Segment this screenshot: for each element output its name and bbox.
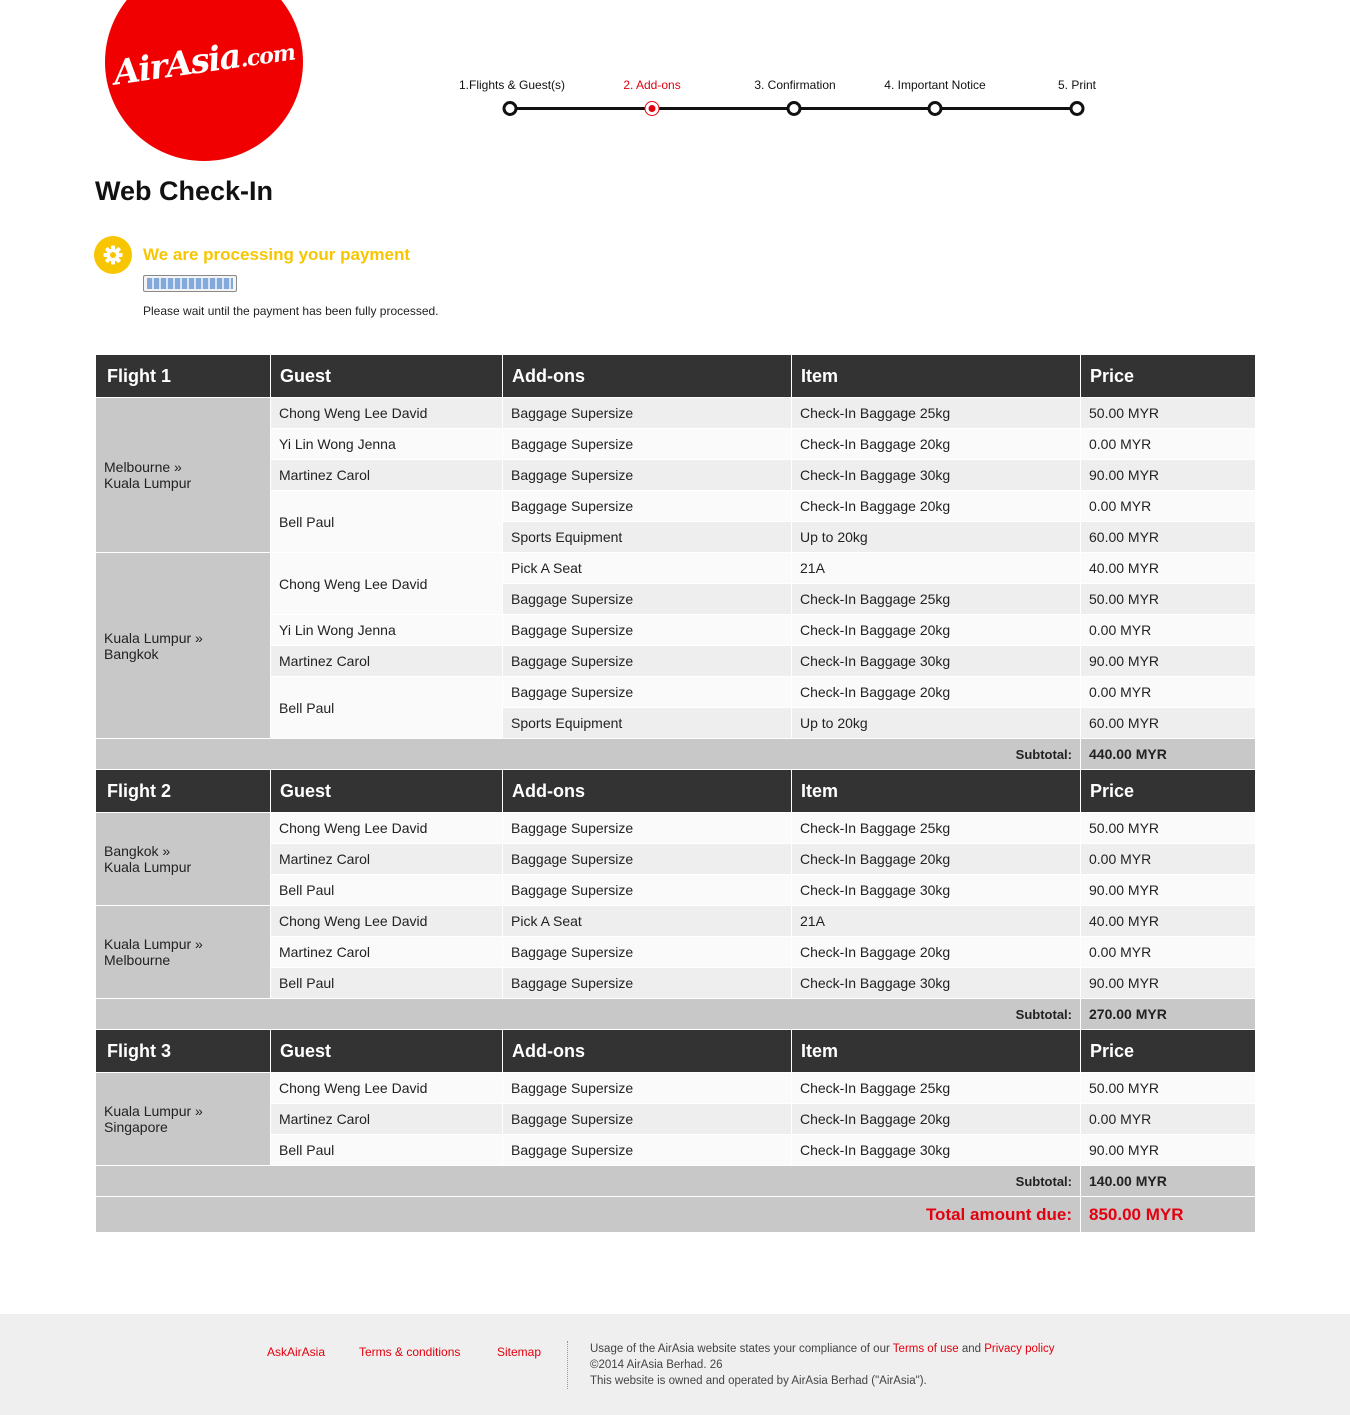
addon-item: Check-In Baggage 20kg: [792, 1104, 1081, 1135]
addon-price: 60.00 MYR: [1081, 522, 1256, 553]
route-destination: Singapore: [104, 1119, 168, 1135]
addon-type: Pick A Seat: [503, 906, 792, 937]
addon-price: 0.00 MYR: [1081, 844, 1256, 875]
addon-item: Check-In Baggage 30kg: [792, 460, 1081, 491]
table-row: [96, 398, 1256, 429]
addon-type: Baggage Supersize: [503, 875, 792, 906]
addon-type: Baggage Supersize: [503, 968, 792, 999]
guest-name: Yi Lin Wong Jenna: [271, 615, 503, 646]
column-header-price: Price: [1081, 1030, 1256, 1073]
flight-title: Flight 3: [96, 1030, 271, 1073]
step-dot-print: [1070, 101, 1085, 116]
guest-name: Yi Lin Wong Jenna: [271, 429, 503, 460]
column-header-addons: Add-ons: [503, 1030, 792, 1073]
addon-price: 0.00 MYR: [1081, 615, 1256, 646]
legal-and: and: [961, 1343, 982, 1355]
addon-item: Check-In Baggage 30kg: [792, 968, 1081, 999]
terms-of-use-link[interactable]: Terms of use: [892, 1343, 959, 1355]
route-destination: Bangkok: [104, 645, 159, 662]
addon-item: Check-In Baggage 20kg: [792, 844, 1081, 875]
guest-name: Bell Paul: [271, 968, 503, 999]
addon-price: 90.00 MYR: [1081, 646, 1256, 677]
subtotal-value: 140.00 MYR: [1081, 1166, 1256, 1197]
addon-item: Up to 20kg: [792, 708, 1081, 739]
flight-header-row: [96, 355, 1256, 398]
total-row: [96, 1197, 1256, 1233]
loading-bar-fill: [147, 278, 233, 289]
addon-item: Check-In Baggage 30kg: [792, 1135, 1081, 1166]
flight-title: Flight 2: [96, 770, 271, 813]
addon-price: 40.00 MYR: [1081, 906, 1256, 937]
column-header-guest: Guest: [271, 355, 503, 398]
addon-price: 50.00 MYR: [1081, 813, 1256, 844]
addon-item: Check-In Baggage 25kg: [792, 584, 1081, 615]
privacy-policy-link[interactable]: Privacy policy: [984, 1343, 1055, 1355]
addon-price: 60.00 MYR: [1081, 708, 1256, 739]
guest-name: Chong Weng Lee David: [271, 813, 503, 844]
gear-icon: [94, 236, 132, 274]
route-destination: Kuala Lumpur: [104, 859, 192, 875]
addon-price: 0.00 MYR: [1081, 491, 1256, 522]
guest-name: Martinez Carol: [271, 460, 503, 491]
addon-type: Baggage Supersize: [503, 1104, 792, 1135]
guest-name: Martinez Carol: [271, 937, 503, 968]
addon-type: Baggage Supersize: [503, 584, 792, 615]
guest-name: Martinez Carol: [271, 646, 503, 677]
table-row: [96, 906, 1256, 937]
route-origin: Kuala Lumpur »: [104, 936, 203, 952]
subtotal-value: 270.00 MYR: [1081, 999, 1256, 1030]
step-dot-addons: [646, 102, 659, 115]
subtotal-row: [96, 1166, 1256, 1197]
copyright: ©2014 AirAsia Berhad. 26: [590, 1359, 723, 1371]
addon-item: Check-In Baggage 20kg: [792, 615, 1081, 646]
step-label-confirmation: 3. Confirmation: [754, 78, 836, 92]
addon-type: Baggage Supersize: [503, 646, 792, 677]
column-header-addons: Add-ons: [503, 770, 792, 813]
flight-title: Flight 1: [96, 355, 271, 398]
route-origin: Kuala Lumpur »: [104, 629, 203, 646]
addons-summary-table: [95, 354, 1256, 1233]
table-row: [96, 553, 1256, 584]
column-header-addons: Add-ons: [503, 355, 792, 398]
processing-title: We are processing your payment: [143, 245, 411, 264]
guest-name: Martinez Carol: [271, 1104, 503, 1135]
subtotal-label: Subtotal:: [96, 739, 1081, 770]
guest-name: Bell Paul: [271, 677, 503, 739]
column-header-item: Item: [792, 770, 1081, 813]
column-header-item: Item: [792, 355, 1081, 398]
route-destination: Kuala Lumpur: [104, 475, 192, 491]
addon-type: Baggage Supersize: [503, 1135, 792, 1166]
addon-item: Check-In Baggage 30kg: [792, 875, 1081, 906]
ownership-note: This website is owned and operated by AirAsia Berhad ("AirAsia").: [590, 1375, 927, 1387]
footer-divider: [567, 1341, 568, 1389]
addon-price: 90.00 MYR: [1081, 875, 1256, 906]
addon-type: Baggage Supersize: [503, 615, 792, 646]
addon-type: Baggage Supersize: [503, 491, 792, 522]
addon-type: Baggage Supersize: [503, 813, 792, 844]
legal-prefix: Usage of the AirAsia website states your compliance of our: [590, 1343, 890, 1355]
addon-type: Baggage Supersize: [503, 677, 792, 708]
guest-name: Bell Paul: [271, 875, 503, 906]
addon-price: 90.00 MYR: [1081, 460, 1256, 491]
addon-price: 0.00 MYR: [1081, 937, 1256, 968]
addon-type: Sports Equipment: [503, 522, 792, 553]
total-label: Total amount due:: [96, 1197, 1081, 1233]
addon-item: Check-In Baggage 25kg: [792, 398, 1081, 429]
addon-item: Check-In Baggage 20kg: [792, 491, 1081, 522]
step-label-flights: 1.Flights & Guest(s): [458, 78, 566, 92]
addon-type: Baggage Supersize: [503, 460, 792, 491]
flight-header-row: [96, 1030, 1256, 1073]
route-cell: [96, 1073, 271, 1166]
airasia-logo[interactable]: [105, 0, 303, 161]
checkin-progress-steps: [455, 78, 1105, 122]
step-dot-important-notice: [928, 101, 943, 116]
addon-item: Check-In Baggage 25kg: [792, 813, 1081, 844]
route-cell: [96, 813, 271, 906]
guest-name: Bell Paul: [271, 1135, 503, 1166]
guest-name: Martinez Carol: [271, 844, 503, 875]
route-origin: Melbourne »: [104, 459, 182, 475]
addon-price: 0.00 MYR: [1081, 677, 1256, 708]
footer-link-terms[interactable]: Terms & conditions: [359, 1345, 461, 1359]
addon-item: Check-In Baggage 20kg: [792, 429, 1081, 460]
addon-type: Baggage Supersize: [503, 429, 792, 460]
addon-price: 50.00 MYR: [1081, 584, 1256, 615]
route-cell: [96, 553, 271, 739]
addon-price: 0.00 MYR: [1081, 429, 1256, 460]
addon-type: Baggage Supersize: [503, 844, 792, 875]
subtotal-row: [96, 999, 1256, 1030]
step-dot-flights: [503, 101, 518, 116]
step-label-addons: 2. Add-ons: [623, 78, 681, 92]
addon-item: Check-In Baggage 20kg: [792, 937, 1081, 968]
addon-price: 40.00 MYR: [1081, 553, 1256, 584]
total-value: 850.00 MYR: [1081, 1197, 1256, 1233]
logo-text: AirAsia.com: [110, 36, 297, 94]
guest-name: Chong Weng Lee David: [271, 906, 503, 937]
guest-name: Chong Weng Lee David: [271, 398, 503, 429]
flight-header-row: [96, 770, 1256, 813]
step-label-print: 5. Print: [1057, 78, 1097, 92]
addon-type: Pick A Seat: [503, 553, 792, 584]
column-header-guest: Guest: [271, 770, 503, 813]
guest-name: Chong Weng Lee David: [271, 1073, 503, 1104]
addon-item: Check-In Baggage 25kg: [792, 1073, 1081, 1104]
addon-price: 50.00 MYR: [1081, 1073, 1256, 1104]
addon-price: 90.00 MYR: [1081, 1135, 1256, 1166]
addon-item: Check-In Baggage 30kg: [792, 646, 1081, 677]
footer: [0, 1314, 1350, 1415]
guest-name: Bell Paul: [271, 491, 503, 553]
addon-type: Baggage Supersize: [503, 1073, 792, 1104]
table-row: [96, 813, 1256, 844]
addon-item: Check-In Baggage 20kg: [792, 677, 1081, 708]
footer-link-askairasia[interactable]: AskAirAsia: [267, 1345, 326, 1359]
table-row: [96, 1073, 1256, 1104]
subtotal-label: Subtotal:: [96, 1166, 1081, 1197]
column-header-guest: Guest: [271, 1030, 503, 1073]
subtotal-row: [96, 739, 1256, 770]
addon-price: 50.00 MYR: [1081, 398, 1256, 429]
payment-loading-bar: [143, 275, 237, 292]
guest-name: Chong Weng Lee David: [271, 553, 503, 615]
wait-message: Please wait until the payment has been fully processed.: [143, 304, 439, 318]
page-title: Web Check-In: [95, 176, 274, 206]
column-header-item: Item: [792, 1030, 1081, 1073]
route-cell: [96, 906, 271, 999]
step-label-important-notice: 4. Important Notice: [884, 78, 986, 92]
addon-type: Sports Equipment: [503, 708, 792, 739]
footer-legal-text: [590, 1341, 1055, 1389]
route-origin: Bangkok »: [104, 843, 171, 859]
step-dot-confirmation: [787, 101, 802, 116]
route-cell: [96, 398, 271, 553]
addon-price: 90.00 MYR: [1081, 968, 1256, 999]
route-destination: Melbourne: [104, 952, 171, 968]
column-header-price: Price: [1081, 355, 1256, 398]
subtotal-value: 440.00 MYR: [1081, 739, 1256, 770]
footer-link-sitemap[interactable]: Sitemap: [497, 1345, 542, 1359]
column-header-price: Price: [1081, 770, 1256, 813]
addon-item: 21A: [792, 553, 1081, 584]
addon-item: 21A: [792, 906, 1081, 937]
route-origin: Kuala Lumpur »: [104, 1103, 203, 1119]
addon-item: Up to 20kg: [792, 522, 1081, 553]
addon-type: Baggage Supersize: [503, 398, 792, 429]
subtotal-label: Subtotal:: [96, 999, 1081, 1030]
addon-price: 0.00 MYR: [1081, 1104, 1256, 1135]
addon-type: Baggage Supersize: [503, 937, 792, 968]
